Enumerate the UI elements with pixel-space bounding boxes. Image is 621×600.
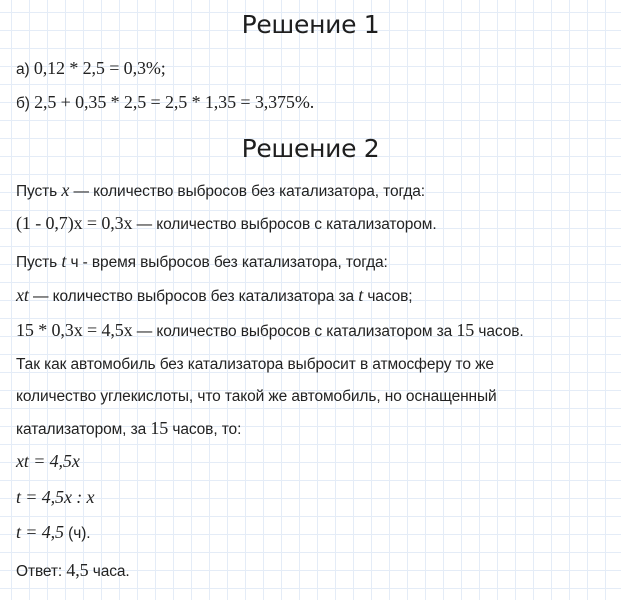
- part-b-label: б): [16, 95, 30, 112]
- solution-2-title: Решение 2: [241, 134, 380, 163]
- part-b-expression: 2,5 + 0,35 * 2,5 = 2,5 * 1,35 = 3,375%.: [34, 92, 315, 112]
- part-a-expression: 0,12 * 2,5 = 0,3%;: [33, 58, 166, 78]
- text: — количество выбросов с катализатором.: [132, 216, 437, 233]
- solution-2-line-10: [16, 487, 94, 508]
- text: часов.: [474, 323, 524, 340]
- math: t = 4,5x : x: [16, 487, 95, 507]
- math: xt = 4,5x: [16, 451, 80, 471]
- text: — количество выбросов без катализатора, тогда:: [69, 183, 426, 200]
- text: часов;: [363, 288, 413, 305]
- solution-1-title: Решение 1: [241, 10, 380, 39]
- solution-2-line-6: [16, 356, 494, 374]
- solution-2-line-2: [16, 213, 437, 234]
- math: t = 4,5: [16, 522, 64, 542]
- text: Так как автомобиль без катализатора выбросит в атмосферу то же: [16, 356, 494, 373]
- math: t: [61, 251, 67, 271]
- solution-1-part-a: [16, 58, 166, 79]
- math: (1 - 0,7)x = 0,3x: [16, 213, 133, 233]
- solution-2-line-4: [16, 285, 413, 306]
- text: количество углекислоты, что такой же автомобиль, но оснащенный: [16, 388, 497, 405]
- math: xt: [16, 285, 29, 305]
- text: Пусть: [16, 183, 62, 200]
- solution-2-line-7: [16, 388, 497, 406]
- solution-2-line-8: [16, 418, 241, 439]
- solution-2-line-5: [16, 320, 524, 341]
- solution-2-line-1: [16, 180, 425, 201]
- text: часа.: [88, 563, 130, 580]
- solution-2-line-11: [16, 522, 90, 543]
- math: t: [358, 285, 364, 305]
- math: 15: [150, 418, 169, 438]
- math: 15: [456, 320, 475, 340]
- text: ч - время выбросов без катализатора, тогда:: [66, 254, 388, 271]
- solution-2-line-3: [16, 251, 388, 272]
- text: Ответ:: [16, 563, 67, 580]
- text: Пусть: [16, 254, 62, 271]
- math: 15 * 0,3x = 4,5x: [16, 320, 133, 340]
- solution-2-line-9: [16, 451, 80, 472]
- text: — количество выбросов с катализатором за: [132, 323, 457, 340]
- math: 4,5: [66, 560, 89, 580]
- math: x: [61, 180, 70, 200]
- text: часов, то:: [168, 421, 242, 438]
- answer-line: [16, 560, 130, 581]
- text: (ч).: [63, 525, 91, 542]
- text: — количество выбросов без катализатора за: [28, 288, 359, 305]
- solution-1-part-b: [16, 92, 314, 113]
- part-a-label: а): [16, 61, 30, 78]
- text: катализатором, за: [16, 421, 151, 438]
